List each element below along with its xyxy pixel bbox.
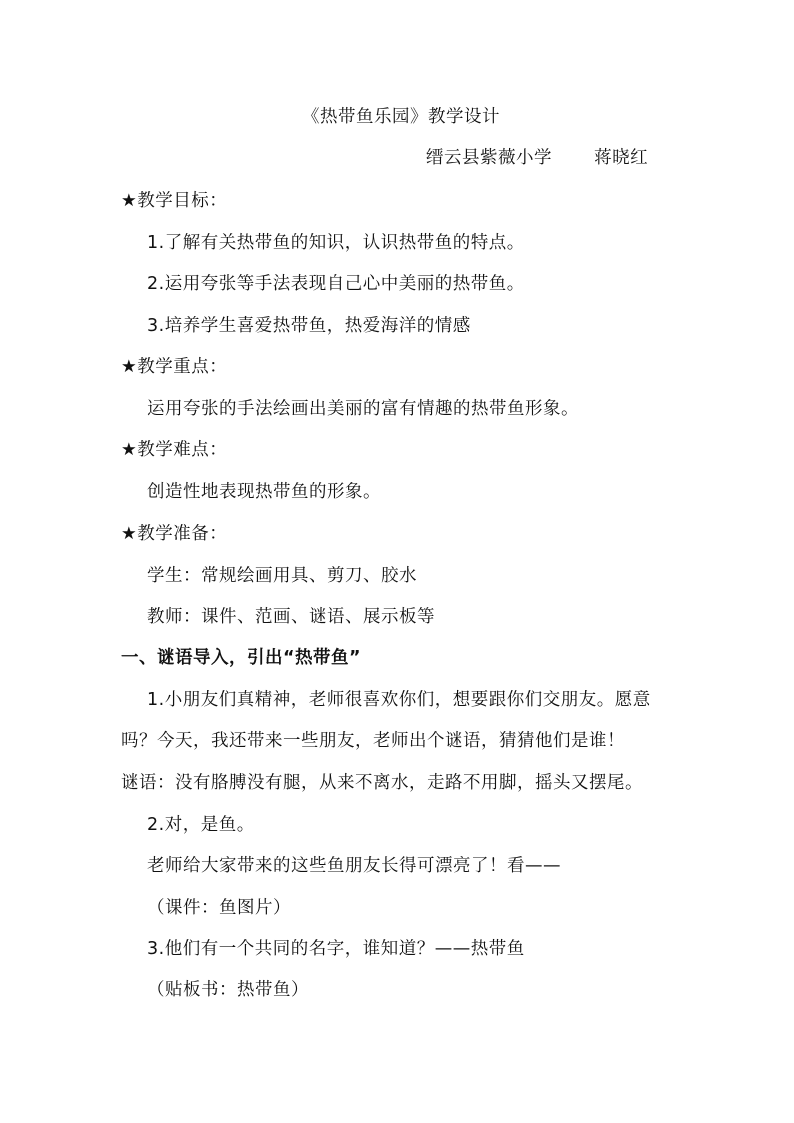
document-title: 《热带鱼乐园》教学设计 bbox=[302, 107, 500, 127]
part-one-line-5: 老师给大家带来的这些鱼朋友长得可漂亮了！看—— bbox=[147, 856, 561, 876]
key-points-heading: ★教学重点： bbox=[121, 357, 228, 377]
key-points-text: 运用夸张的手法绘画出美丽的富有情趣的热带鱼形象。 bbox=[147, 399, 579, 419]
difficulties-text: 创造性地表现热带鱼的形象。 bbox=[147, 482, 381, 502]
part-one-line-2: 吗？今天，我还带来一些朋友，老师出个谜语，猜猜他们是谁！ bbox=[121, 731, 625, 751]
board-note: （贴板书：热带鱼） bbox=[147, 980, 309, 1000]
author-school: 缙云县紫薇小学 bbox=[426, 148, 552, 168]
part-one-line-1: 1.小朋友们真精神，老师很喜欢你们，想要跟你们交朋友。愿意 bbox=[147, 690, 651, 710]
goal-item-3: 3.培养学生喜爱热带鱼，热爱海洋的情感 bbox=[147, 316, 471, 336]
preparation-student: 学生：常规绘画用具、剪刀、胶水 bbox=[147, 566, 417, 586]
goals-heading: ★教学目标： bbox=[121, 191, 228, 211]
courseware-note: （课件：鱼图片） bbox=[147, 898, 291, 918]
goal-item-2: 2.运用夸张等手法表现自己心中美丽的热带鱼。 bbox=[147, 274, 525, 294]
preparation-heading: ★教学准备： bbox=[121, 524, 228, 544]
author-name: 蒋晓红 bbox=[594, 148, 649, 168]
part-one-line-7: 3.他们有一个共同的名字，谁知道？——热带鱼 bbox=[147, 939, 525, 959]
preparation-teacher: 教师：课件、范画、谜语、展示板等 bbox=[147, 607, 435, 627]
part-one-heading: 一、谜语导入，引出“热带鱼” bbox=[121, 648, 362, 668]
goal-item-1: 1.了解有关热带鱼的知识，认识热带鱼的特点。 bbox=[147, 233, 525, 253]
riddle-line: 谜语：没有胳膊没有腿，从来不离水，走路不用脚，摇头又摆尾。 bbox=[121, 773, 643, 793]
author-line bbox=[426, 147, 648, 169]
part-one-line-4: 2.对，是鱼。 bbox=[147, 815, 255, 835]
difficulties-heading: ★教学难点： bbox=[121, 440, 228, 460]
